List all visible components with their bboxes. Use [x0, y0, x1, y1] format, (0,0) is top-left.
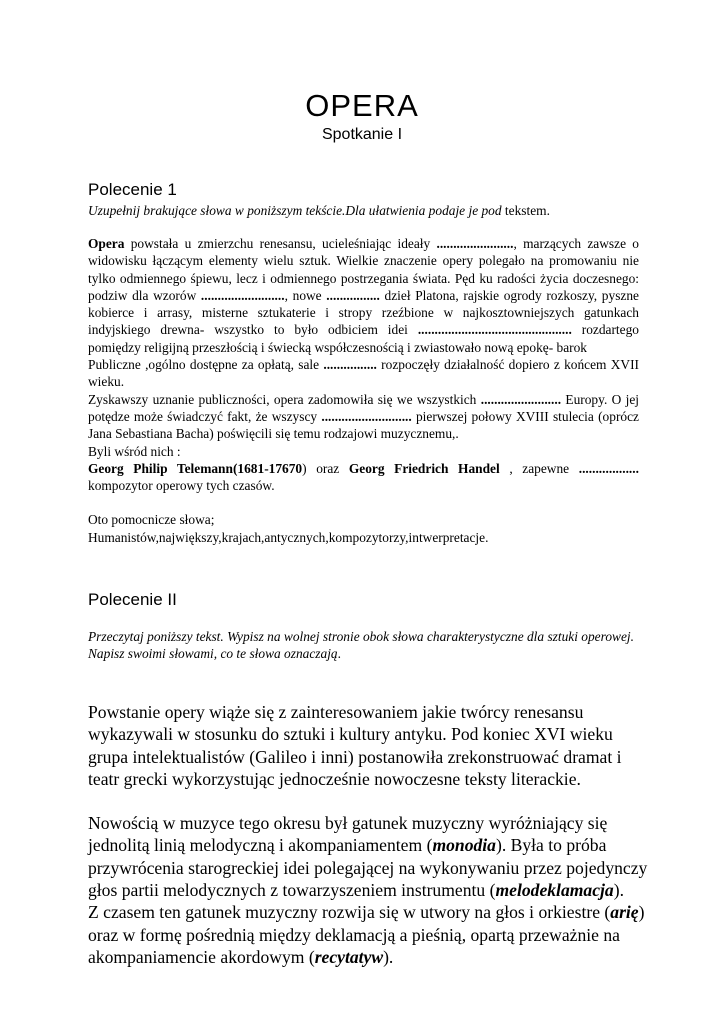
section1-heading: Polecenie 1	[88, 180, 177, 199]
paragraph-origins: Powstanie opery wiąże się z zainteresowaniem jakie twórcy renesansu wykazywali w stosunku do sztuki i kultury antyku. Pod koniec XVI wieku grupa intelektualistów (Galileo i inni) postanowiła zrekonstruować dramat i teatr grecki wykorzystując jednocześnie nowoczesne teksty literackie.	[88, 702, 622, 789]
blank-gap: .........................	[200, 287, 285, 303]
text-span: , nowe	[284, 287, 327, 303]
term-monodia: monodia	[432, 835, 496, 856]
text-span: Napisz swoimi słowami, co te słowa oznaczają	[88, 646, 338, 661]
line-byli: Byli wśród nich :	[88, 443, 181, 459]
text-span: , marzących zawsze o widowisku łączącym elementy wielu sztuk. Wielkie znaczenie opery polegało na promowaniu nie tylko odmiennego śpiewu, lecz i odmiennego postrzegania świata. Pęd ku radości życia doczesnego: podziw dla wzorów	[88, 236, 639, 303]
section1-text	[88, 235, 639, 546]
paragraph-monodia	[88, 812, 648, 968]
term-recytatyw: recytatyw	[314, 946, 384, 967]
helper-label: Oto pomocnicze słowa;	[88, 512, 215, 528]
paragraph-public-halls	[88, 356, 639, 391]
section2-heading: Polecenie II	[88, 590, 177, 609]
text-span: Nowością w muzyce tego okresu był gatunek muzyczny wyróżniający się jednolitą linią melodyczną i akompaniamentem (	[88, 813, 608, 856]
section2-instruction	[88, 628, 643, 662]
term-melodeklamacja: melodeklamacja	[495, 880, 614, 901]
blank-gap: ................	[326, 287, 380, 303]
instruction-upright: tekstem.	[501, 203, 550, 218]
opera-word: Opera	[88, 236, 125, 251]
text-span: Publiczne ,ogólno dostępne za opłatą, sale	[88, 357, 324, 373]
section1-instruction	[88, 202, 648, 219]
composer-telemann: Georg Philip Telemann(1681-17670	[88, 460, 303, 476]
paragraph-composers	[88, 460, 639, 495]
text-span: ).	[383, 946, 394, 967]
page-title: OPERA	[305, 88, 419, 123]
blank-gap: ...........................	[321, 408, 412, 424]
text-span: ).	[613, 880, 624, 901]
text-span: dzieł Platona, rajskie ogrody rozkoszy, pyszne kobierce i arrasy, misterne sztukaterie i stropy rzeźbione w najkosztowniejszych gatunkach indyjskiego drewna- wszystko to było odbiciem idei	[88, 287, 639, 338]
text-span: Zyskawszy uznanie publiczności, opera zadomowiła się we wszystkich	[88, 391, 481, 407]
text-span: rozdartego pomiędzy religijną przeszłością i świecką współczesnością i zwiastowało nową epokę- barok	[88, 322, 639, 355]
text-span: ). Była to próba przywrócenia starogreckiej idei polegającej na wykonywaniu przez pojedynczy głos partii melodycznych z towarzyszeniem instrumentu (	[88, 835, 648, 901]
text-span: Europy. O jej potędze może świadczyć fakt, że wszyscy	[88, 391, 639, 424]
text-span: kompozytor operowy tych czasów.	[88, 478, 275, 494]
blank-gap: ........................	[480, 391, 562, 407]
text-span: ) oraz w formę pośrednią między deklamacją a pieśnią, opartą przeważnie na akompaniamencie akordowym (	[88, 902, 645, 967]
blank-gap: ..............................................	[417, 322, 572, 338]
blank-gap: ................	[323, 357, 377, 373]
text-span: ) oraz	[302, 460, 349, 476]
section2-text	[88, 701, 648, 968]
text-span: pierwszej połowy XVIII stulecia (oprócz Jana Sebastiana Bacha) poświęcili się temu rodzajowi muzycznemu,.	[88, 408, 639, 442]
text-span: , zapewne	[499, 460, 579, 476]
paragraph-europe	[88, 391, 639, 443]
instruction-line2	[88, 645, 643, 662]
blank-gap: ..................	[578, 460, 639, 476]
text-span: Z czasem ten gatunek muzyczny rozwija się w utwory na głos i orkiestre (	[88, 902, 611, 923]
term-arie: arię	[610, 902, 639, 923]
text-span: powstała u zmierzchu renesansu, ucieleśniając ideały	[124, 236, 437, 251]
instruction-line1: Przeczytaj poniższy tekst. Wypisz na wolnej stronie obok słowa charakterystyczne dla sztuki operowej.	[88, 629, 634, 644]
blank-gap: .......................	[436, 236, 514, 251]
text-span: .	[337, 646, 341, 661]
composer-handel: Georg Friedrich Handel	[348, 460, 500, 476]
page-subtitle: Spotkanie I	[321, 126, 403, 143]
helper-words: Humanistów,największy,krajach,antycznych,kompozytorzy,intwerpretacje.	[88, 529, 489, 545]
instruction-italic: Uzupełnij brakujące słowa w poniższym tekście.Dla ułatwienia podaje je pod	[88, 203, 502, 218]
paragraph-opera	[88, 235, 639, 356]
text-span: rozpoczęły działalność dopiero z końcem XVII wieku.	[88, 357, 639, 390]
